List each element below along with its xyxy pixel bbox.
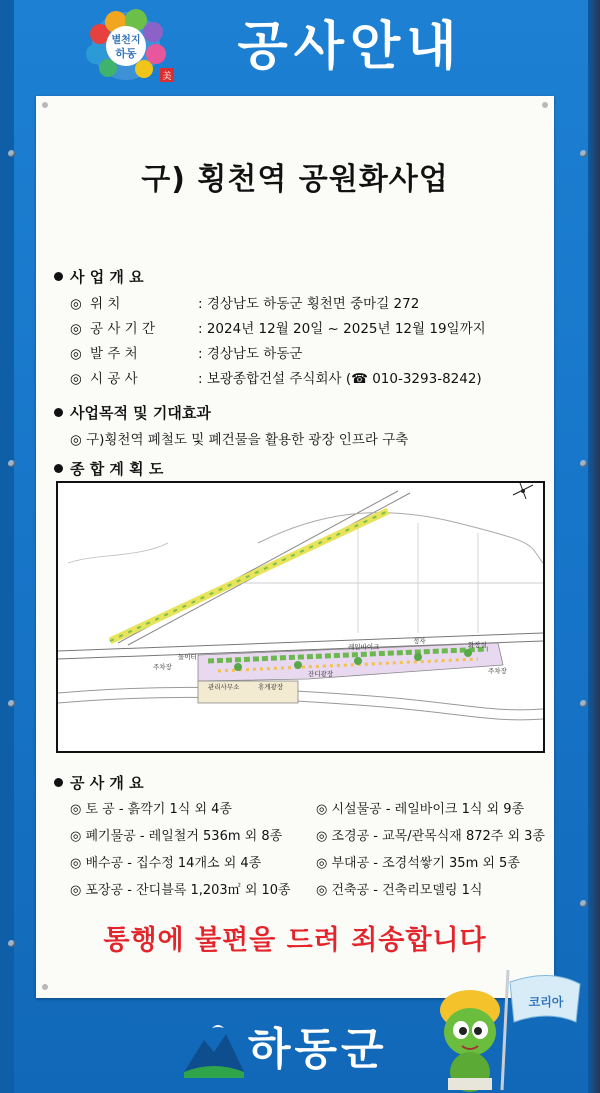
pin bbox=[42, 102, 48, 108]
map-label: 정자 bbox=[413, 637, 426, 645]
bullet-dot bbox=[54, 778, 63, 787]
bolt bbox=[580, 900, 587, 907]
bullet-dot bbox=[54, 464, 63, 473]
row-marker: ◎ bbox=[70, 346, 82, 362]
row-value: : 보광종합건설 주식회사 (☎ 010-3293-8242) bbox=[198, 371, 482, 387]
county-name: 하동군 bbox=[248, 1024, 388, 1075]
section-purpose-heading bbox=[54, 402, 211, 423]
bolt bbox=[8, 940, 15, 947]
map-label: 관리사무소 bbox=[208, 683, 240, 691]
row-label: 위 치 bbox=[90, 296, 121, 312]
master-plan-map bbox=[56, 481, 545, 753]
map-label: 놀이터 bbox=[178, 653, 197, 661]
bolt bbox=[8, 700, 15, 707]
purpose-text: ◎ 구)횡천역 폐철도 및 폐건물을 활용한 광장 인프라 구축 bbox=[70, 432, 409, 448]
row-marker: ◎ bbox=[70, 371, 82, 387]
hadong-county-logo bbox=[182, 1022, 246, 1080]
section-overview-heading bbox=[54, 266, 144, 287]
plan-heading-text: 종 합 계 획 도 bbox=[70, 460, 164, 478]
page-title: 공사안내 bbox=[237, 17, 463, 77]
map-label: 주차장 bbox=[153, 663, 172, 671]
works-heading-text: 공 사 개 요 bbox=[70, 774, 144, 792]
map-label: 주차장 bbox=[488, 667, 507, 675]
bolt bbox=[580, 460, 587, 467]
row-label: 시 공 사 bbox=[90, 371, 138, 387]
overview-row-location bbox=[70, 292, 419, 312]
row-marker: ◎ bbox=[70, 296, 82, 312]
row-value: : 2024년 12월 20일 ~ 2025년 12월 19일까지 bbox=[198, 321, 486, 337]
mascot-flag-text: 코리아 bbox=[528, 995, 564, 1009]
purpose-heading-text: 사업목적 및 기대효과 bbox=[70, 404, 211, 422]
overview-row-period bbox=[70, 317, 486, 337]
overview-heading-text: 사 업 개 요 bbox=[70, 268, 144, 286]
map-label: 잔디광장 bbox=[308, 670, 334, 678]
bullet-dot bbox=[54, 272, 63, 281]
work-item: ◎ 시설물공 - 레일바이크 1식 외 9종 bbox=[316, 802, 525, 817]
section-works-heading bbox=[54, 772, 144, 793]
work-item: ◎ 배수공 - 집수정 14개소 외 4종 bbox=[70, 856, 262, 871]
row-value: : 경상남도 하동군 bbox=[198, 346, 303, 362]
north-arrow-icon bbox=[513, 483, 533, 499]
map-label: 레일바이크 bbox=[348, 643, 380, 651]
work-item: ◎ 부대공 - 조경석쌓기 35m 외 5종 bbox=[316, 856, 520, 871]
pin bbox=[542, 102, 548, 108]
bolt bbox=[8, 150, 15, 157]
pin bbox=[42, 984, 48, 990]
section-plan-heading bbox=[54, 458, 163, 479]
work-item: ◎ 포장공 - 잔디블록 1,203㎡ 외 10종 bbox=[70, 883, 291, 898]
master-plan-drawing bbox=[58, 483, 543, 751]
row-label: 공 사 기 간 bbox=[90, 321, 156, 337]
board-left-edge bbox=[0, 0, 14, 1093]
map-label: 휴게광장 bbox=[258, 683, 284, 691]
svg-text:별천지: 별천지 bbox=[111, 35, 141, 46]
row-value: : 경상남도 하동군 횡천면 중마길 272 bbox=[198, 296, 420, 312]
bolt bbox=[580, 700, 587, 707]
svg-text:하동: 하동 bbox=[115, 47, 137, 60]
notice-sheet bbox=[36, 96, 554, 998]
work-item: ◎ 건축공 - 건축리모델링 1식 bbox=[316, 883, 483, 898]
hadong-emblem-logo bbox=[78, 6, 178, 84]
row-marker: ◎ bbox=[70, 321, 82, 337]
svg-text:美: 美 bbox=[162, 72, 172, 82]
map-label: 화장실 bbox=[468, 641, 487, 649]
overview-row-contractor bbox=[70, 367, 482, 387]
bolt bbox=[8, 460, 15, 467]
board-right-edge bbox=[588, 0, 600, 1093]
bullet-dot bbox=[54, 408, 63, 417]
project-title: 구) 횡천역 공원화사업 bbox=[141, 162, 449, 197]
row-label: 발 주 처 bbox=[90, 346, 138, 362]
bolt bbox=[580, 150, 587, 157]
work-item: ◎ 조경공 - 교목/관목식재 872주 외 3종 bbox=[316, 829, 545, 844]
work-item: ◎ 토 공 - 흙깍기 1식 외 4종 bbox=[70, 802, 232, 817]
apology-message: 통행에 불편을 드려 죄송합니다 bbox=[103, 925, 487, 956]
overview-row-client bbox=[70, 342, 302, 362]
work-item: ◎ 폐기물공 - 레일철거 536m 외 8종 bbox=[70, 829, 283, 844]
mascot-character bbox=[430, 960, 600, 1093]
